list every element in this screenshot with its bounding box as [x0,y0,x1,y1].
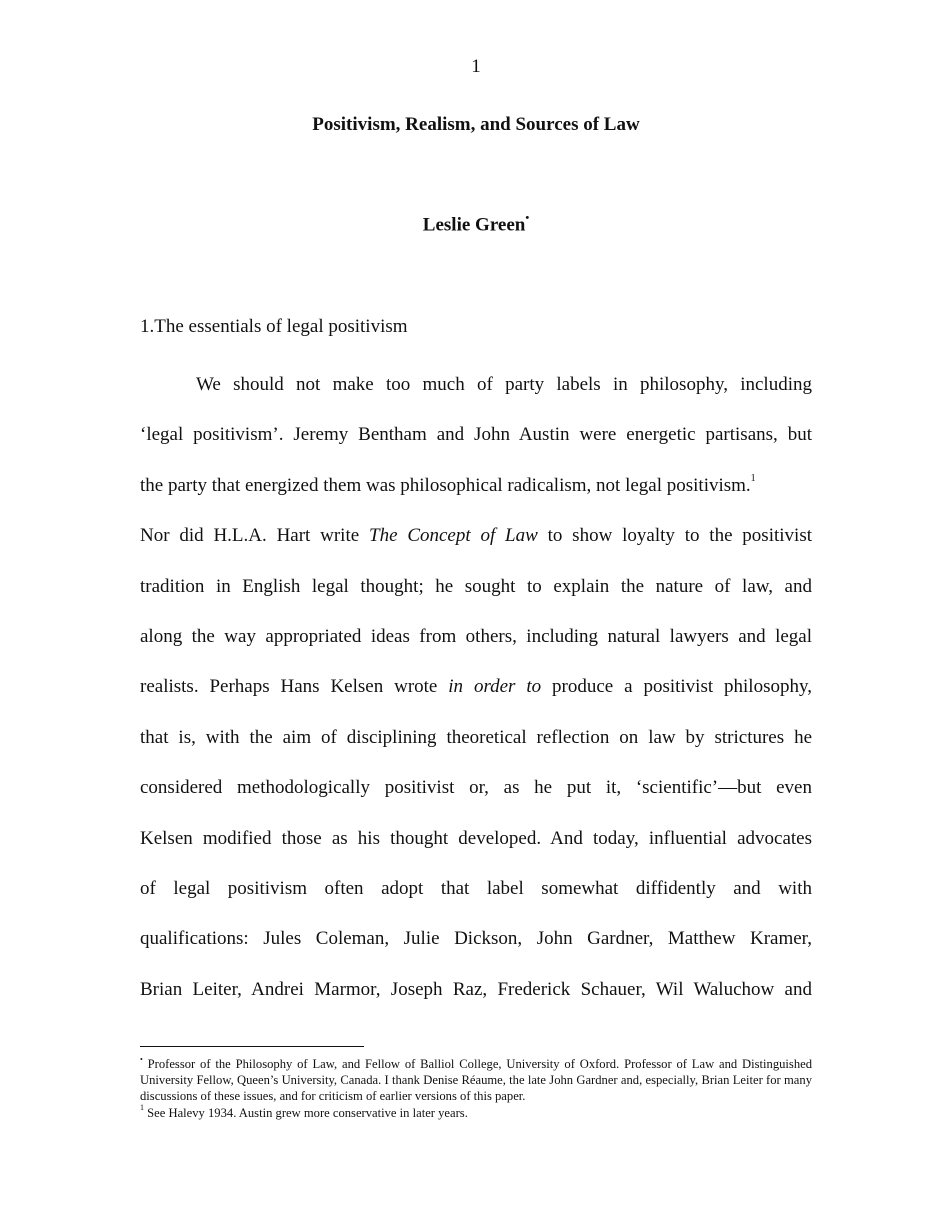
footnote-marker: 1 [140,1103,144,1113]
body-line: tradition in English legal thought; he sought to explain the nature of law, and [140,575,812,597]
body-line-text: Nor did H.L.A. Hart write [140,525,369,547]
footnote-text: Professor of the Philosophy of Law, and Fellow of Balliol College, University of Oxford. Professor of Law and Distinguished University Fellow, Queen’s University, Canada. I thank Denise Réaume, the late John Gardner and, especially, Brian Leiter for many discussions of these issues, and for criticism of earlier versions of this paper. [140,1057,813,1104]
body-line: of legal positivism often adopt that label somewhat diffidently and with [140,877,812,899]
body-line-text: the party that energized them was philosophical radicalism, not legal positivism. [140,474,751,496]
body-line [140,511,812,561]
body-line-text: realists. Perhaps Hans Kelsen wrote [140,676,449,698]
section-heading: 1.The essentials of legal positivism [140,316,408,337]
book-title-italic: The Concept of Law [369,525,538,547]
body-line [140,662,812,712]
author-line [0,214,952,236]
body-line [140,461,812,511]
body-line: Kelsen modified those as his thought developed. And today, influential advocates [140,827,812,849]
footnote [140,1056,812,1105]
page-number: 1 [471,56,481,77]
body-line: considered methodologically positivist or, as he put it, ‘scientific’—but even [140,777,812,799]
footnote-divider [140,1046,364,1047]
author-footnote-marker[interactable]: • [525,212,530,224]
body-line: qualifications: Jules Coleman, Julie Dickson, John Gardner, Matthew Kramer, [140,928,812,950]
body-line: ‘legal positivism’. Jeremy Bentham and John Austin were energetic partisans, but [140,424,812,446]
footnote [140,1105,812,1121]
body-line-text: to show loyalty to the positivist [537,525,812,547]
italic-phrase: in order to [448,676,542,698]
footnote-marker: • [140,1054,143,1064]
paper-title: Positivism, Realism, and Sources of Law [312,114,640,135]
footnote-text: See Halevy 1934. Austin grew more conservative in later years. [147,1105,468,1120]
body-line-text: produce a positivist philosophy, [541,676,812,698]
body-line: that is, with the aim of disciplining theoretical reflection on law by strictures he [140,726,812,748]
footnote-ref-1[interactable]: 1 [750,473,756,485]
body-line: along the way appropriated ideas from others, including natural lawyers and legal [140,625,812,647]
body-paragraph [140,360,812,1015]
body-line: Brian Leiter, Andrei Marmor, Joseph Raz, Frederick Schauer, Wil Waluchow and [140,978,812,1000]
footnotes [140,1056,812,1121]
author-name: Leslie Green [422,214,526,236]
body-line: We should not make too much of party labels in philosophy, including [196,374,812,395]
